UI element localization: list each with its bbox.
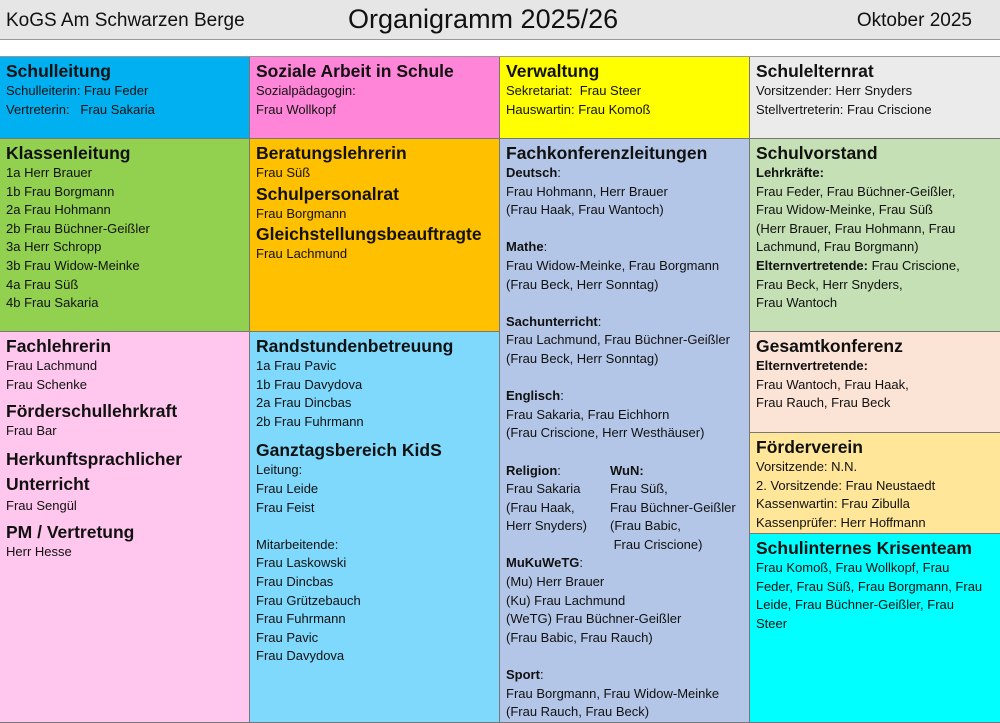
text-line: Frau Hohmann, Herr Brauer	[506, 183, 668, 199]
subject-name: WuN:	[610, 462, 644, 478]
text-line: Frau Widow-Meinke, Frau Süß	[756, 202, 933, 218]
box-fachlehrerin	[0, 332, 250, 723]
box-title: Beratungslehrerin	[256, 143, 407, 163]
subject-label	[506, 387, 743, 406]
class-line: 1a Herr Brauer	[6, 165, 92, 180]
text-line: 2b Frau Fuhrmann	[256, 413, 364, 429]
text-line: Frau Laskowski	[256, 555, 347, 571]
text-line: Frau Sakaria	[506, 481, 581, 497]
subject-label	[506, 666, 743, 685]
text-line: (Frau Babic,	[610, 518, 681, 534]
school-name: KoGS Am Schwarzen Berge	[6, 10, 245, 31]
subject-name: Englisch	[506, 388, 561, 404]
text-line: (WeTG) Frau Büchner-Geißler	[506, 611, 682, 627]
text-line: Frau Sakaria, Frau Eichhorn	[506, 406, 670, 422]
subject-name: Religion	[506, 462, 558, 478]
text-line: 1b Frau Davydova	[256, 376, 363, 392]
box-title: Soziale Arbeit in Schule	[256, 61, 454, 81]
subject-label	[506, 313, 743, 332]
subject-colon: :	[597, 313, 602, 329]
page-title: Organigramm 2025/26	[348, 4, 619, 34]
box-schulelternrat	[750, 57, 1000, 139]
class-line: 2a Frau Hohmann	[6, 202, 111, 218]
text-line: Frau Süß	[256, 165, 311, 180]
text-line: Frau Bar	[6, 423, 57, 439]
box-title: Herkunftsprachlicher	[6, 448, 183, 469]
text-line: (Frau Beck, Herr Sonntag)	[506, 276, 659, 292]
group-label: Elternvertretende:	[756, 257, 868, 273]
box-schulleitung	[0, 57, 250, 139]
text-line: Frau Lachmund	[256, 246, 348, 262]
text-line: Leide, Frau Büchner-Geißler, Frau	[756, 597, 954, 613]
text-line: (Frau Rauch, Frau Beck)	[506, 704, 650, 720]
text-line: (Herr Brauer, Frau Hohmann, Frau	[756, 220, 956, 236]
text-line: Frau Wantoch, Frau Haak,	[756, 376, 909, 392]
box-title: Verwaltung	[506, 61, 600, 81]
text-line: Feder, Frau Süß, Frau Borgmann, Frau	[756, 578, 983, 594]
box-title: Klassenleitung	[6, 143, 131, 163]
subject-label	[506, 554, 743, 573]
text-line: (Frau Beck, Herr Sonntag)	[506, 350, 659, 366]
text-line: Frau Borgmann	[256, 205, 347, 221]
box-verwaltung	[500, 57, 750, 139]
text-line: Frau Beck, Herr Snyders,	[756, 276, 903, 292]
box-beratung	[250, 139, 500, 332]
text-line: Frau Sengül	[6, 497, 77, 513]
text-line: Frau Leide	[256, 480, 319, 496]
text-line: Frau Lachmund	[6, 358, 98, 373]
subject-name: Sachunterricht	[506, 313, 598, 329]
text-line: Stellvertreterin: Frau Criscione	[756, 101, 932, 117]
text-line: Frau Fuhrmann	[256, 611, 346, 627]
text-line: Schulleiterin: Frau Feder	[6, 83, 149, 98]
class-line: 4a Frau Süß	[6, 276, 79, 292]
text-line: Herr Snyders)	[506, 518, 587, 534]
box-title: Schulpersonalrat	[256, 183, 399, 204]
text-line: Leitung:	[256, 462, 303, 478]
text-line: Lachmund, Frau Borgmann)	[756, 239, 919, 255]
group-label: Elternvertretende:	[756, 358, 868, 373]
text-line: Frau Feist	[256, 499, 315, 515]
text-line: Frau Criscione)	[610, 536, 703, 552]
text-line: Frau Komoß, Frau Wollkopf, Frau	[756, 560, 950, 575]
subject-colon: :	[557, 462, 561, 478]
class-line: 1b Frau Borgmann	[6, 183, 115, 199]
text-line: Sozialpädagogin:	[256, 83, 356, 98]
box-foerderverein	[750, 433, 1000, 534]
box-title: Gesamtkonferenz	[756, 336, 903, 356]
subject-name: Mathe	[506, 239, 544, 255]
text-line: Frau Büchner-Geißler	[610, 499, 736, 515]
text-line: 2a Frau Dincbas	[256, 395, 352, 411]
religion-wun-columns	[506, 462, 743, 555]
text-line: Mitarbeitende:	[256, 536, 339, 552]
text-line: Frau Borgmann, Frau Widow-Meinke	[506, 685, 720, 701]
text-line: Frau Wollkopf	[256, 101, 336, 117]
text-line: Frau Lachmund, Frau Büchner-Geißler	[506, 332, 730, 348]
text-line: Frau Grützebauch	[256, 592, 361, 608]
header-bar	[0, 0, 1000, 40]
subject-colon: :	[579, 555, 584, 571]
box-title: Ganztagsbereich KidS	[256, 440, 442, 461]
class-line: 4b Frau Sakaria	[6, 295, 99, 311]
text-line: Frau Davydova	[256, 648, 345, 664]
box-title: Schulinternes Krisenteam	[756, 538, 972, 558]
subject-label	[506, 238, 743, 257]
subject-colon: :	[543, 239, 548, 255]
box-title: PM / Vertretung	[6, 522, 135, 543]
box-title: Förderschullehrkraft	[6, 401, 178, 422]
box-krisenteam	[750, 534, 1000, 723]
date-label: Oktober 2025	[856, 10, 972, 31]
text-line: (Frau Criscione, Herr Westhäuser)	[506, 425, 705, 441]
text-line: Frau Süß,	[610, 481, 668, 497]
box-title: Gleichstellungsbeauftragte	[256, 224, 482, 245]
parents-line	[756, 257, 994, 276]
subject-name: MuKuWeTG	[506, 555, 580, 571]
box-randstunden	[250, 332, 500, 723]
text-line: Vorsitzende: N.N.	[756, 459, 858, 474]
group-label: Lehrkräfte:	[756, 165, 824, 180]
text-line: Frau Dincbas	[256, 573, 334, 589]
subject-name: Sport	[506, 667, 540, 683]
text-line: Herr Hesse	[6, 544, 72, 560]
text-line: Frau Rauch, Frau Beck	[756, 395, 891, 411]
text-line: Vertreterin: Frau Sakaria	[6, 101, 155, 117]
box-title: Schulelternrat	[756, 61, 874, 81]
subject-colon: :	[560, 388, 564, 404]
text-line: Vorsitzender: Herr Snyders	[756, 83, 913, 98]
text-line: Frau Feder, Frau Büchner-Geißler,	[756, 183, 956, 199]
text-line: Frau Pavic	[256, 629, 319, 645]
text-line: (Frau Haak, Frau Wantoch)	[506, 202, 664, 218]
text-line: Frau Wantoch	[756, 295, 838, 311]
subject-label	[506, 462, 610, 481]
text-line: Kassenprüfer: Herr Hoffmann	[756, 514, 926, 530]
subject-colon: :	[557, 165, 561, 180]
box-soziale-arbeit	[250, 57, 500, 139]
text-line: (Ku) Frau Lachmund	[506, 592, 626, 608]
text-line: (Mu) Herr Brauer	[506, 574, 605, 590]
class-line: 3b Frau Widow-Meinke	[6, 257, 140, 273]
text-line: Frau Criscione,	[867, 257, 960, 273]
subject-name: Deutsch	[506, 165, 558, 180]
text-line: 2. Vorsitzende: Frau Neustaedt	[756, 477, 936, 493]
text-line: Frau Widow-Meinke, Frau Borgmann	[506, 257, 720, 273]
text-line: Sekretariat: Frau Steer	[506, 83, 642, 98]
subject-colon: :	[539, 667, 544, 683]
header-spacer	[0, 40, 1000, 57]
class-line: 3a Herr Schropp	[6, 239, 102, 255]
box-gesamtkonferenz	[750, 332, 1000, 433]
box-title: Förderverein	[756, 437, 863, 457]
box-title: Schulvorstand	[756, 143, 878, 163]
box-title: Fachkonferenzleitungen	[506, 143, 708, 163]
box-klassenleitung	[0, 139, 250, 332]
text-line: (Frau Haak,	[506, 499, 575, 515]
text-line: Frau Schenke	[6, 376, 87, 392]
box-title: Randstundenbetreuung	[256, 336, 454, 356]
text-line: (Frau Babic, Frau Rauch)	[506, 629, 653, 645]
box-fachkonferenz	[500, 139, 750, 723]
box-schulvorstand	[750, 139, 1000, 332]
text-line: Hauswartin: Frau Komoß	[506, 101, 651, 117]
box-title: Unterricht	[6, 473, 90, 494]
class-line: 2b Frau Büchner-Geißler	[6, 220, 150, 236]
text-line: Steer	[756, 615, 788, 631]
subject-label	[506, 164, 743, 183]
text-line: 1a Frau Pavic	[256, 358, 337, 373]
box-title: Fachlehrerin	[6, 336, 112, 356]
box-title: Schulleitung	[6, 61, 111, 81]
text-line: Kassenwartin: Frau Zibulla	[756, 496, 910, 512]
